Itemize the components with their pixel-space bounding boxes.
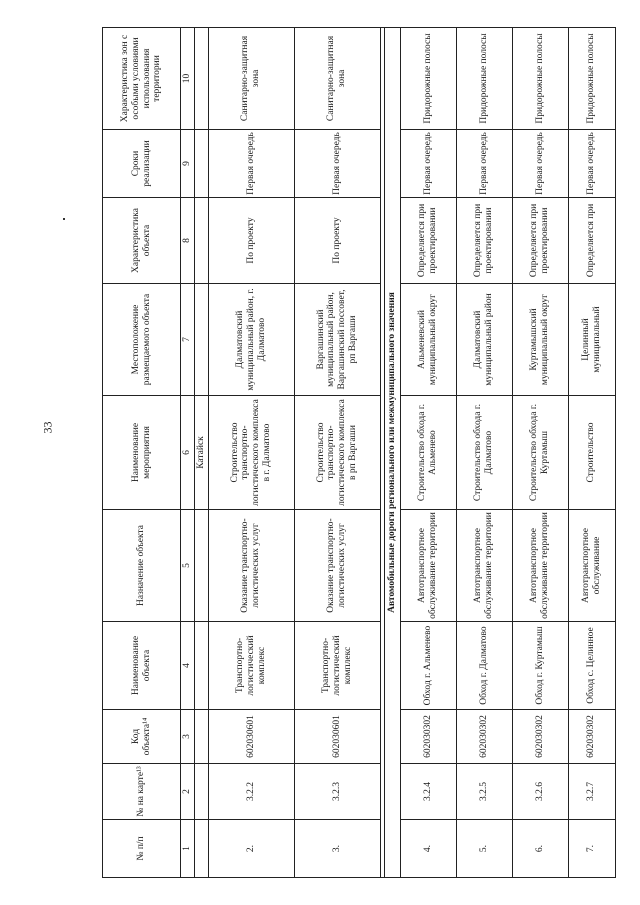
table-row: 6. 3.2.6 602030302 Обход г. Куртамыш Автотранспортное обслуживание территории Строительство обхода г. Куртамыш Куртамышский муниципальный округ Определяется при проектировании Первая очередь Придорожные полосы xyxy=(512,28,568,878)
column-number: 3 xyxy=(181,710,195,764)
objects-table xyxy=(102,27,616,878)
column-number: 6 xyxy=(181,396,195,510)
column-number: 5 xyxy=(181,510,195,622)
header-row xyxy=(103,28,181,878)
page-number: 33 xyxy=(40,421,55,434)
header-cell: Характеристика объекта xyxy=(103,198,181,284)
section-title: Автомобильные дороги регионального или межмуниципального значения xyxy=(384,28,400,878)
table-row: 3. 3.2.3 602030601 Транспортно-логистический комплекс Оказание транспортно-логистических услуг Строительство транспортно-логистического комплекса в рп Варгаши Варгашинский муниципальный район, Варгашинский поссовет, рп Варгаши По проекту Первая очередь Санитарно-защитная зона xyxy=(294,28,380,878)
header-cell: № на карте¹³ xyxy=(103,764,181,820)
category-label: Катайск xyxy=(194,396,208,510)
header-cell: № п/п xyxy=(103,820,181,878)
column-number: 7 xyxy=(181,284,195,396)
column-number: 4 xyxy=(181,622,195,710)
column-number: 9 xyxy=(181,130,195,198)
header-cell: Наименование мероприятия xyxy=(103,396,181,510)
header-cell: Назначение объекта xyxy=(103,510,181,622)
table-row: 4. 3.2.4 602030302 Обход г. Альменево Автотранспортное обслуживание территории Строительство обхода г. Альменево Альменевский муниципальный округ Определяется при проектировании Первая очередь Придорожные полосы xyxy=(400,28,456,878)
column-number: 8 xyxy=(181,198,195,284)
table-row: 7. 3.2.7 602030302 Обход с. Целинное Автотранспортное обслуживание Строительство Целинный муниципальный Определяется при Первая очередь Придорожные полосы xyxy=(568,28,615,878)
rotated-table-container xyxy=(102,28,615,878)
header-cell: Местоположение размещаемого объекта xyxy=(103,284,181,396)
table-row: 2. 3.2.2 602030601 Транспортно-логистический комплекс Оказание транспортно-логистических услуг Строительство транспортно-логистического комплекса в г. Далматово Далматовский муниципальный район, г. Далматово По проекту Первая очередь Санитарно-защитная зона xyxy=(208,28,294,878)
section-row xyxy=(384,28,400,878)
header-cell: Код объекта¹⁴ xyxy=(103,710,181,764)
column-number: 1 xyxy=(181,820,195,878)
scan-dot xyxy=(63,218,65,220)
table-row: 5. 3.2.5 602030302 Обход г. Далматово Автотранспортное обслуживание территории Строительство обхода г. Далматово Далматовский муниципальный район Определяется при проектировании Первая очередь Придорожные полосы xyxy=(456,28,512,878)
category-row xyxy=(194,28,208,878)
column-number-row xyxy=(181,28,195,878)
column-number: 10 xyxy=(181,28,195,130)
header-cell: Характеристика зон с особыми условиями использования территории xyxy=(103,28,181,130)
header-cell: Наименование объекта xyxy=(103,622,181,710)
header-cell: Сроки реализации xyxy=(103,130,181,198)
column-number: 2 xyxy=(181,764,195,820)
